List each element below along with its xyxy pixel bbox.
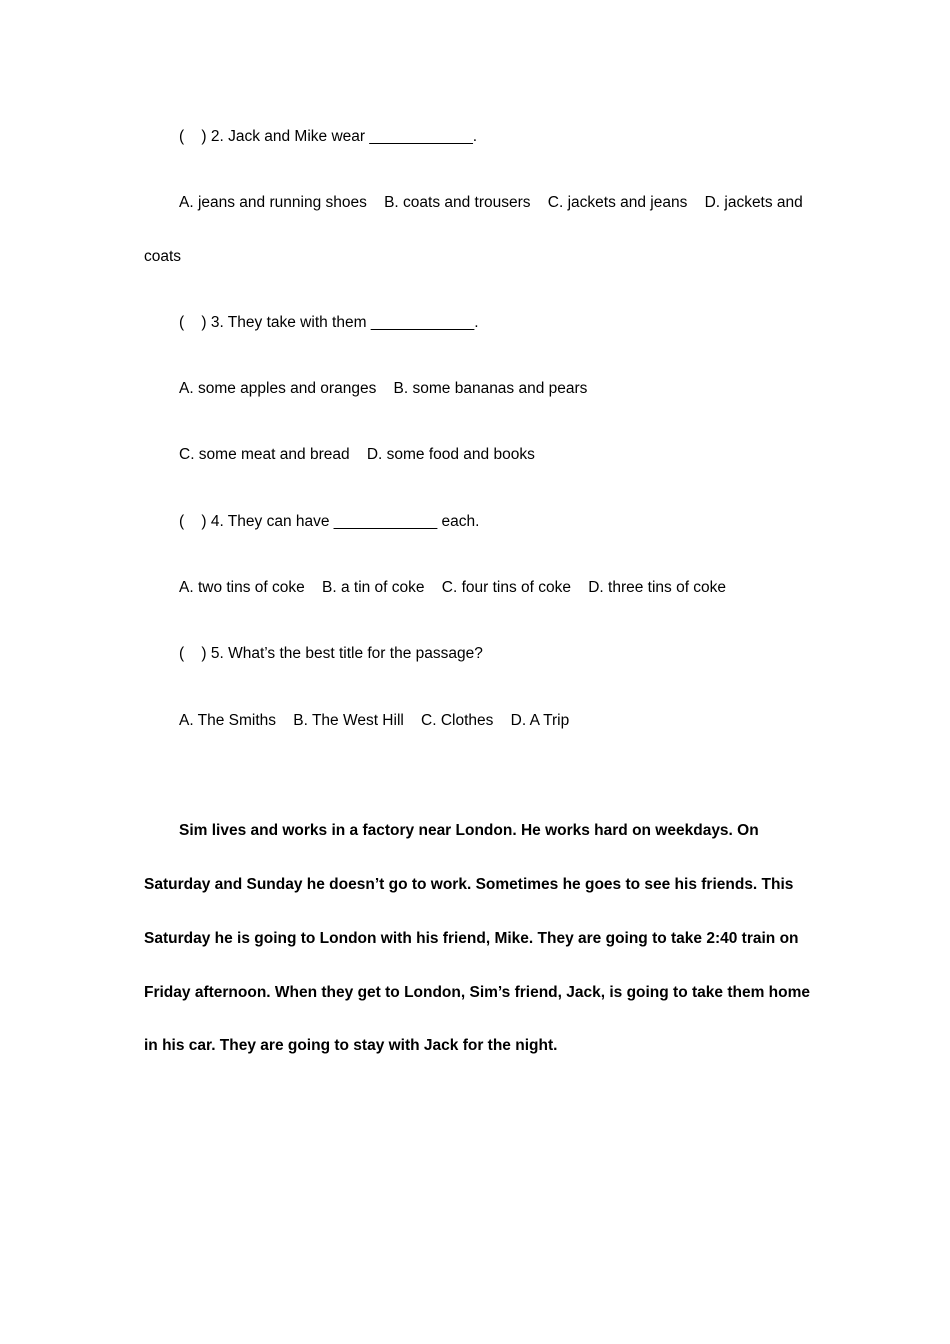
question-3-options-ab: A. some apples and oranges B. some bananas and pears <box>179 380 588 397</box>
question-4-stem: ( ) 4. They can have ____________ each. <box>179 513 480 530</box>
passage-line-5: in his car. They are going to stay with Jack for the night. <box>144 1037 558 1054</box>
passage-line-1: Sim lives and works in a factory near London. He works hard on weekdays. On <box>179 822 759 839</box>
passage-line-3: Saturday he is going to London with his friend, Mike. They are going to take 2:40 train on <box>144 930 799 947</box>
passage-line-4: Friday afternoon. When they get to London, Sim’s friend, Jack, is going to take them home <box>144 984 810 1001</box>
question-5-stem: ( ) 5. What’s the best title for the passage? <box>179 645 483 662</box>
passage-line-2: Saturday and Sunday he doesn’t go to work. Sometimes he goes to see his friends. This <box>144 876 794 893</box>
question-3-options-cd: C. some meat and bread D. some food and books <box>179 446 535 463</box>
question-2-options: A. jeans and running shoes B. coats and trousers C. jackets and jeans D. jackets and <box>179 194 803 211</box>
question-2-stem: ( ) 2. Jack and Mike wear ____________. <box>179 128 478 145</box>
question-2-options-continued: coats <box>144 248 182 265</box>
question-5-options: A. The Smiths B. The West Hill C. Clothes D. A Trip <box>179 712 570 729</box>
question-4-options: A. two tins of coke B. a tin of coke C. four tins of coke D. three tins of coke <box>179 579 727 596</box>
question-3-stem: ( ) 3. They take with them ____________. <box>179 314 479 331</box>
